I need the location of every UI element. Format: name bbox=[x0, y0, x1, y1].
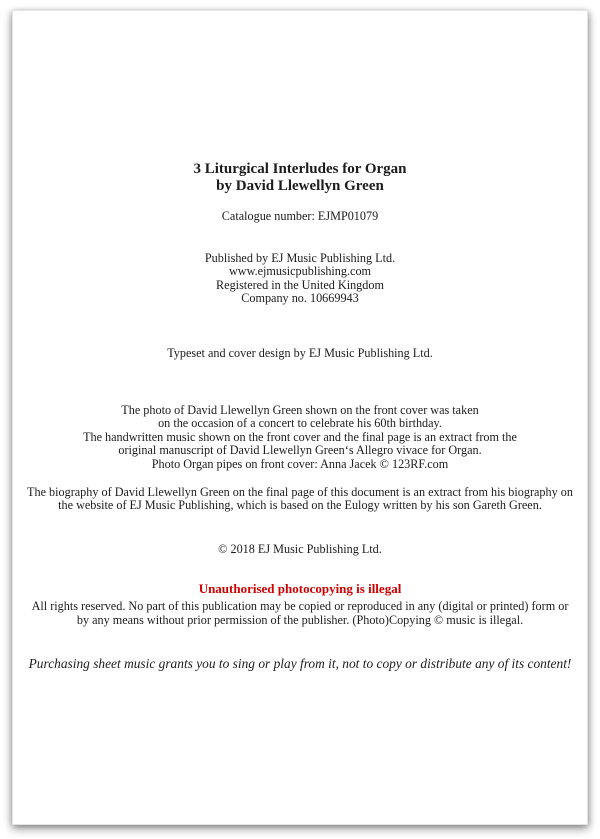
copyright-line: © 2018 EJ Music Publishing Ltd. bbox=[218, 541, 382, 556]
publisher-website: www.ejmusicpublishing.com bbox=[228, 264, 372, 279]
cover-credit-line: on the occasion of a concert to celebrate his 60th birthday. bbox=[158, 416, 442, 431]
document-page bbox=[12, 10, 588, 825]
cover-credit-line: Photo Organ pipes on front cover: Anna Jacek © 123RF.com bbox=[151, 456, 449, 471]
cover-credit-line: original manuscript of David Llewellyn Green‘s Allegro vivace for Organ. bbox=[118, 443, 482, 458]
rights-line: All rights reserved. No part of this publication may be copied or reproduced in any (digital or printed) form or bbox=[31, 599, 569, 614]
publisher-line: Registered in the United Kingdom bbox=[216, 277, 384, 292]
biography-line: the website of EJ Music Publishing, which is based on the Eulogy written by his son Gareth Green. bbox=[58, 498, 542, 513]
rights-statement bbox=[13, 600, 587, 627]
warning-heading: Unauthorised photocopying is illegal bbox=[198, 581, 402, 597]
typeset-credit: Typeset and cover design by EJ Music Publishing Ltd. bbox=[167, 345, 433, 360]
publisher-block bbox=[13, 252, 587, 306]
cover-credit-line: The handwritten music shown on the front cover and the final page is an extract from the bbox=[83, 429, 517, 444]
title-line-1: 3 Liturgical Interludes for Organ bbox=[193, 161, 407, 177]
publisher-line: Published by EJ Music Publishing Ltd. bbox=[204, 250, 396, 265]
purchase-note: Purchasing sheet music grants you to sing or play from it, not to copy or distribute any of its content! bbox=[28, 655, 572, 671]
catalogue-number: Catalogue number: EJMP01079 bbox=[221, 209, 379, 223]
title-line-2: by David Llewellyn Green bbox=[216, 178, 384, 194]
biography-note bbox=[13, 486, 587, 513]
document-title bbox=[13, 161, 587, 195]
cover-credit-line: The photo of David Llewellyn Green shown on the front cover was taken bbox=[121, 402, 479, 417]
cover-credits-block bbox=[13, 404, 587, 472]
biography-line: The biography of David Llewellyn Green on the final page of this document is an extract from his biography on bbox=[27, 484, 573, 499]
rights-line: by any means without prior permission of the publisher. (Photo)Copying © music is illegal. bbox=[76, 612, 524, 627]
publisher-line: Company no. 10669943 bbox=[241, 291, 359, 306]
